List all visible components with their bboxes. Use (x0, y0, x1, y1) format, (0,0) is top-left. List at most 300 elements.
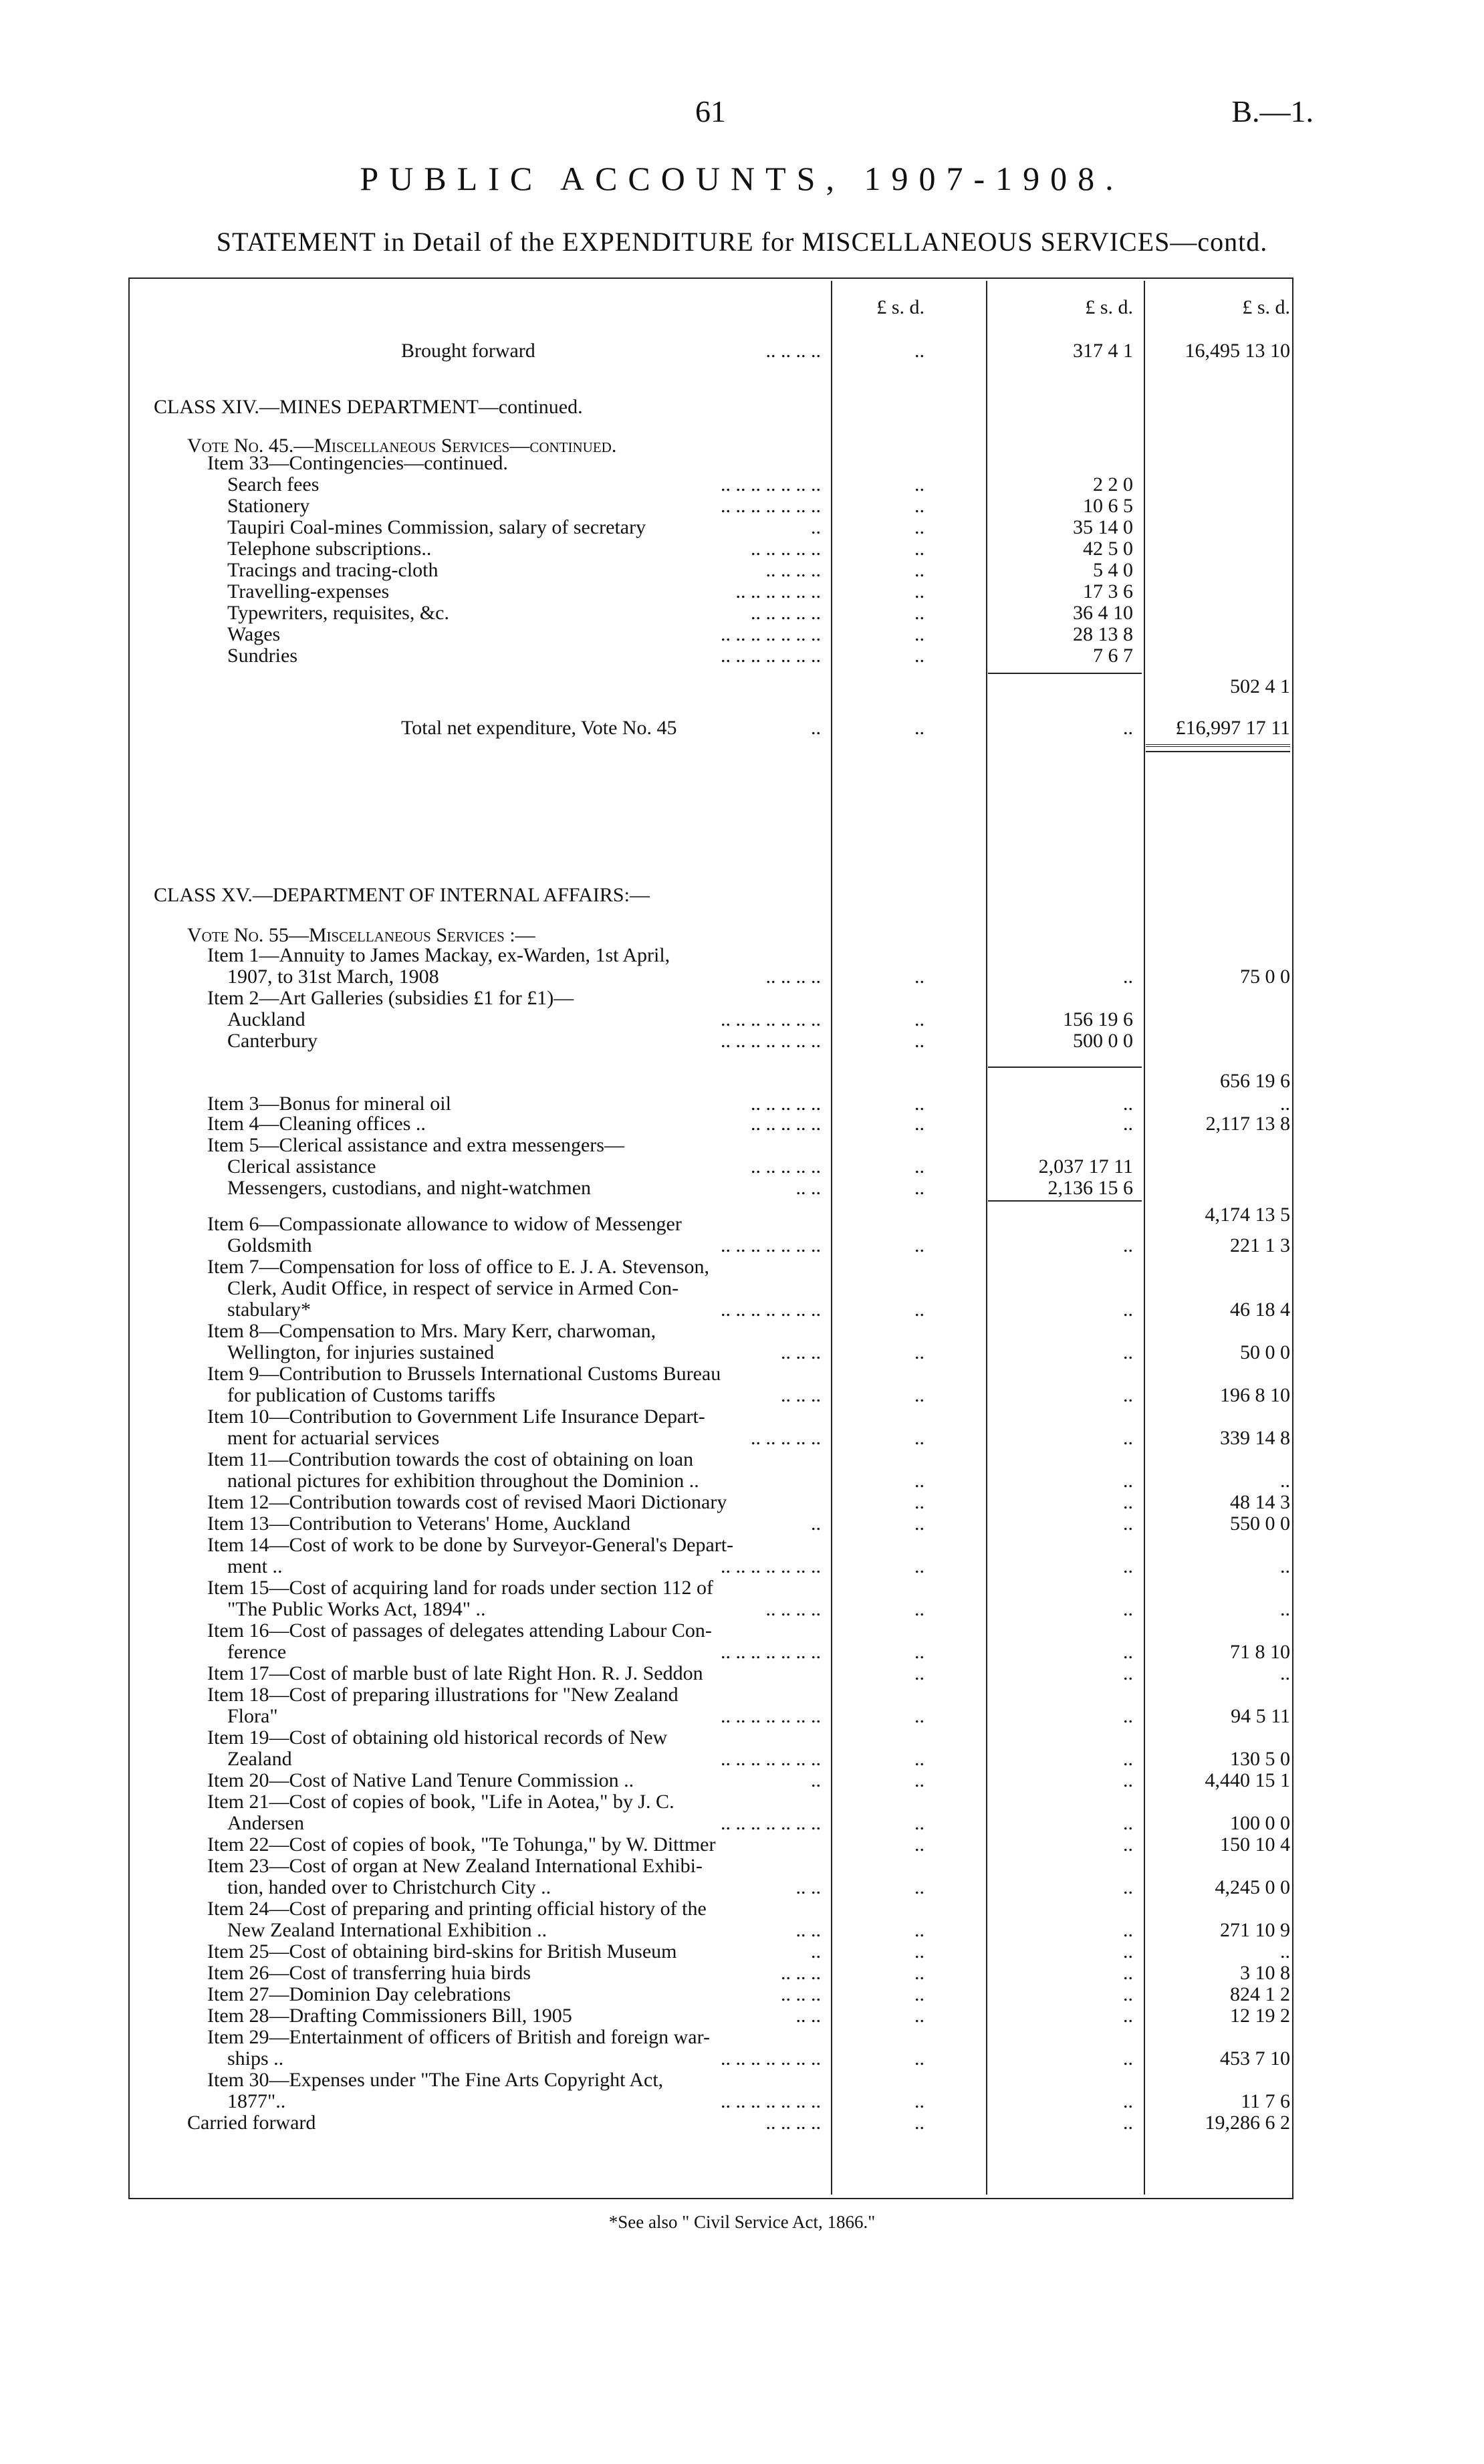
dot-leader: .. .. .. .. .. .. .. (721, 623, 821, 645)
amount-c2: 35 14 0 (1073, 516, 1133, 538)
amount-c3: 221 1 3 (1230, 1234, 1290, 1256)
table-row (0, 645, 1484, 667)
table-row (0, 2069, 1484, 2092)
table-row (0, 1213, 1484, 1236)
amount-c3: 50 0 0 (1240, 1341, 1290, 1363)
row-description: Item 8—Compensation to Mrs. Mary Kerr, charwoman, (207, 1320, 656, 1342)
table-row (0, 717, 1484, 740)
amount-c1: .. (914, 1093, 924, 1115)
row-description: Item 19—Cost of obtaining old historical records of New (207, 1726, 668, 1749)
row-description: tion, handed over to Christchurch City .. (227, 1876, 551, 1898)
amount-c3: 502 4 1 (1230, 675, 1290, 697)
amount-c2: .. (1123, 1513, 1133, 1535)
amount-c2: .. (1123, 1812, 1133, 1834)
amount-c3: 100 0 0 (1230, 1812, 1290, 1834)
dot-leader: .. .. .. .. (765, 2112, 821, 2134)
dot-leader: .. (811, 1940, 821, 1963)
currency-header: £ s. d. (876, 296, 924, 318)
amount-c2: .. (1123, 1641, 1133, 1663)
table-row (0, 1320, 1484, 1343)
table-row (0, 1726, 1484, 1749)
row-description: Item 7—Compensation for loss of office to E. J. A. Stevenson, (207, 1256, 710, 1278)
table-row (0, 1598, 1484, 1621)
amount-c1: .. (914, 1008, 924, 1030)
table-row (0, 1812, 1484, 1835)
dot-leader: .. .. .. .. .. .. .. (721, 1812, 821, 1834)
dot-leader: .. (811, 717, 821, 739)
table-row (0, 924, 1484, 947)
table-row (0, 987, 1484, 1010)
table-row (0, 1448, 1484, 1471)
amount-c1: .. (914, 1705, 924, 1727)
row-description: Item 9—Contribution to Brussels International Customs Bureau (207, 1363, 721, 1385)
table-row (0, 1177, 1484, 1200)
amount-c1: .. (914, 495, 924, 517)
table-row (0, 340, 1484, 362)
row-description: Item 1—Annuity to James Mackay, ex-Warden, 1st April, (207, 944, 670, 966)
amount-c1: .. (914, 1177, 924, 1199)
amount-c1: .. (914, 1113, 924, 1135)
row-description: ference (227, 1641, 287, 1663)
amount-c2: .. (1123, 2090, 1133, 2112)
dot-leader: .. .. .. .. .. (751, 1155, 821, 1178)
amount-c2: 156 19 6 (1063, 1008, 1133, 1030)
table-row (0, 1534, 1484, 1557)
amount-c1: .. (914, 1662, 924, 1684)
amount-c2: .. (1123, 1341, 1133, 1363)
page-number: 61 (695, 94, 726, 128)
amount-c1: .. (914, 1341, 924, 1363)
amount-c1: .. (914, 1427, 924, 1449)
table-row (0, 580, 1484, 603)
amount-c1: .. (914, 1983, 924, 2005)
dot-leader: .. .. .. (781, 1384, 821, 1406)
dot-leader: .. .. .. .. .. .. .. (721, 1641, 821, 1663)
dot-leader: .. .. .. (781, 1962, 821, 1984)
subtotal-rule (988, 1067, 1142, 1068)
amount-c2: .. (1123, 1983, 1133, 2005)
amount-c2: .. (1123, 1748, 1133, 1770)
row-description: Item 25—Cost of obtaining bird-skins for British Museum (207, 1940, 677, 1963)
row-description: Item 6—Compassionate allowance to widow of Messenger (207, 1213, 682, 1235)
table-row (0, 1833, 1484, 1856)
amount-c2: .. (1123, 1598, 1133, 1620)
row-description: Item 4—Cleaning offices .. (207, 1113, 426, 1135)
table-row (0, 1748, 1484, 1771)
amount-c3: 196 8 10 (1220, 1384, 1290, 1406)
table-row (0, 2090, 1484, 2113)
subtotal-rule (988, 673, 1142, 674)
amount-c2: .. (1123, 717, 1133, 739)
dot-leader: .. .. .. .. .. (751, 602, 821, 624)
row-description: Item 26—Cost of transferring huia birds (207, 1962, 531, 1984)
table-row (0, 1093, 1484, 1115)
row-description: Zealand (227, 1748, 292, 1770)
amount-c1: .. (914, 1299, 924, 1321)
amount-c3: .. (1280, 1093, 1290, 1115)
amount-c1: .. (914, 340, 924, 362)
dot-leader: .. .. .. .. .. .. .. (721, 1555, 821, 1577)
row-description: CLASS XV.—DEPARTMENT OF INTERNAL AFFAIRS:— (154, 884, 650, 906)
row-description: Messengers, custodians, and night-watchmen (227, 1177, 592, 1199)
dot-leader: .. (811, 1769, 821, 1791)
row-description: Clerical assistance (227, 1155, 376, 1178)
amount-c2: 317 4 1 (1073, 340, 1133, 362)
dot-leader: .. .. .. .. (765, 966, 821, 988)
amount-c3: 94 5 11 (1231, 1705, 1290, 1727)
row-description: Travelling-expenses (227, 580, 390, 602)
amount-c1: .. (914, 1812, 924, 1834)
row-description: Canterbury (227, 1030, 318, 1052)
row-description: Item 2—Art Galleries (subsidies £1 for £1)— (207, 987, 574, 1009)
amount-c1: .. (914, 1470, 924, 1492)
row-description: Item 20—Cost of Native Land Tenure Commission .. (207, 1769, 634, 1791)
table-row (0, 1470, 1484, 1492)
amount-c1: .. (914, 1769, 924, 1791)
amount-c1: .. (914, 2005, 924, 2027)
table-row (0, 1513, 1484, 1535)
amount-c2: .. (1123, 1491, 1133, 1513)
amount-c1: .. (914, 1833, 924, 1856)
row-description: Item 30—Expenses under "The Fine Arts Copyright Act, (207, 2069, 664, 2091)
table-row (0, 1962, 1484, 1985)
row-description: Item 33—Contingencies—continued. (207, 452, 508, 474)
row-description: ment for actuarial services (227, 1427, 440, 1449)
amount-c1: .. (914, 559, 924, 581)
row-description: Tracings and tracing-cloth (227, 559, 439, 581)
dot-leader: .. (811, 516, 821, 538)
row-description: CLASS XIV.—MINES DEPARTMENT—continued. (154, 396, 583, 418)
amount-c3: 11 7 6 (1241, 2090, 1290, 2112)
row-description: Brought forward (401, 340, 535, 362)
table-row (0, 944, 1484, 967)
dot-leader: .. .. .. (781, 1983, 821, 2005)
dot-leader: .. .. .. .. .. (751, 1093, 821, 1115)
amount-c1: .. (914, 538, 924, 560)
amount-c2: .. (1123, 1769, 1133, 1791)
dot-leader: .. .. (795, 1919, 821, 1941)
table-row (0, 473, 1484, 496)
dot-leader: .. .. .. .. .. .. .. (721, 2090, 821, 2112)
table-row (0, 538, 1484, 560)
table-row (0, 1427, 1484, 1450)
table-row (0, 2026, 1484, 2049)
row-description: Typewriters, requisites, &c. (227, 602, 449, 624)
amount-c1: .. (914, 1384, 924, 1406)
dot-leader: .. .. (795, 2005, 821, 2027)
currency-header-row (0, 296, 1484, 319)
amount-c3: 150 10 4 (1220, 1833, 1290, 1856)
table-row (0, 1577, 1484, 1599)
amount-c2: .. (1123, 2112, 1133, 2134)
row-description: Item 11—Contribution towards the cost of obtaining on loan (207, 1448, 694, 1470)
row-description: Item 14—Cost of work to be done by Surveyor-General's Depart- (207, 1534, 734, 1556)
table-row (0, 1705, 1484, 1728)
amount-c2: 500 0 0 (1073, 1030, 1133, 1052)
row-description: New Zealand International Exhibition .. (227, 1919, 547, 1941)
row-description: ment .. (227, 1555, 283, 1577)
amount-c3: 656 19 6 (1220, 1070, 1290, 1092)
amount-c2: .. (1123, 1384, 1133, 1406)
dot-leader: .. .. .. .. .. .. .. (721, 1030, 821, 1052)
table-row (0, 623, 1484, 646)
double-rule (1146, 751, 1290, 752)
table-row (0, 1791, 1484, 1813)
table-row (0, 1684, 1484, 1706)
row-description: Item 22—Cost of copies of book, "Te Tohunga," by W. Dittmer (207, 1833, 716, 1856)
table-row (0, 1662, 1484, 1685)
row-description: Item 17—Cost of marble bust of late Right Hon. R. J. Seddon (207, 1662, 703, 1684)
amount-c3: 453 7 10 (1220, 2047, 1290, 2069)
table-row (0, 1641, 1484, 1664)
row-description: Sundries (227, 645, 297, 667)
row-description: stabulary* (227, 1299, 311, 1321)
amount-c3: 4,440 15 1 (1205, 1769, 1290, 1791)
dot-leader: .. .. .. .. .. .. .. (721, 2047, 821, 2069)
amount-c2: 28 13 8 (1073, 623, 1133, 645)
row-description: Item 12—Contribution towards cost of revised Maori Dictionary (207, 1491, 727, 1513)
amount-c2: 5 4 0 (1093, 559, 1133, 581)
amount-c3: .. (1280, 1598, 1290, 1620)
table-row (0, 1619, 1484, 1642)
amount-c1: .. (914, 1919, 924, 1941)
amount-c3: 75 0 0 (1240, 966, 1290, 988)
amount-c3: 19,286 6 2 (1205, 2112, 1290, 2134)
row-description: Item 18—Cost of preparing illustrations for "New Zealand (207, 1684, 678, 1706)
table-row (0, 1384, 1484, 1407)
dot-leader: .. .. (795, 1177, 821, 1199)
dot-leader: .. .. .. .. .. .. .. (721, 1299, 821, 1321)
amount-c1: .. (914, 1555, 924, 1577)
dot-leader: .. .. .. .. .. .. .. (721, 1748, 821, 1770)
amount-c3: 271 10 9 (1220, 1919, 1290, 1941)
amount-c1: .. (914, 516, 924, 538)
row-description: Item 29—Entertainment of officers of British and foreign war- (207, 2026, 710, 2048)
dot-leader: .. .. .. .. .. .. .. (721, 645, 821, 667)
dot-leader: .. .. (795, 1876, 821, 1898)
amount-c2: .. (1123, 1299, 1133, 1321)
amount-c1: .. (914, 645, 924, 667)
amount-c3: 16,495 13 10 (1185, 340, 1290, 362)
amount-c1: .. (914, 717, 924, 739)
table-row (0, 1030, 1484, 1052)
currency-header: £ s. d. (1085, 296, 1133, 318)
table-row (0, 2005, 1484, 2027)
amount-c2: .. (1123, 1940, 1133, 1963)
row-description: Stationery (227, 495, 310, 517)
amount-c3: 48 14 3 (1230, 1491, 1290, 1513)
amount-c3: .. (1280, 1662, 1290, 1684)
row-description: Item 3—Bonus for mineral oil (207, 1093, 451, 1115)
amount-c1: .. (914, 623, 924, 645)
amount-c3: 2,117 13 8 (1205, 1113, 1290, 1135)
row-description: Item 16—Cost of passages of delegates attending Labour Con- (207, 1619, 712, 1642)
amount-c3: 339 14 8 (1220, 1427, 1290, 1449)
amount-c1: .. (914, 1234, 924, 1256)
amount-c2: .. (1123, 1113, 1133, 1135)
amount-c2: 7 6 7 (1093, 645, 1133, 667)
row-description: Search fees (227, 473, 320, 495)
amount-c3: 71 8 10 (1230, 1641, 1290, 1663)
amount-c3: .. (1280, 1940, 1290, 1963)
amount-c1: .. (914, 1876, 924, 1898)
dot-leader: .. (811, 1513, 821, 1535)
dot-leader: .. .. .. .. .. .. .. (721, 1705, 821, 1727)
amount-c3: 130 5 0 (1230, 1748, 1290, 1770)
row-description: Telephone subscriptions.. (227, 538, 432, 560)
table-row (0, 602, 1484, 625)
row-description: Item 5—Clerical assistance and extra messengers— (207, 1134, 624, 1156)
amount-c1: .. (914, 1513, 924, 1535)
amount-c1: .. (914, 1491, 924, 1513)
row-description: Item 23—Cost of organ at New Zealand International Exhibi- (207, 1855, 703, 1877)
amount-c2: 2,037 17 11 (1038, 1155, 1133, 1178)
row-description: Vote No. 55—Miscellaneous Services :— (187, 924, 535, 946)
amount-c1: .. (914, 2090, 924, 2112)
dot-leader: .. .. .. .. .. .. .. (721, 1008, 821, 1030)
amount-c2: .. (1123, 1705, 1133, 1727)
amount-c1: .. (914, 1748, 924, 1770)
amount-c2: .. (1123, 966, 1133, 988)
amount-c1: .. (914, 1030, 924, 1052)
row-description: Auckland (227, 1008, 305, 1030)
dot-leader: .. .. .. (781, 1341, 821, 1363)
table-row (0, 966, 1484, 988)
amount-c2: .. (1123, 1662, 1133, 1684)
table-row (0, 1876, 1484, 1899)
table-row (0, 1134, 1484, 1157)
amount-c1: .. (914, 1641, 924, 1663)
dot-leader: .. .. .. .. (765, 1598, 821, 1620)
table-row (0, 516, 1484, 539)
table-row (0, 1363, 1484, 1385)
row-description: Andersen (227, 1812, 304, 1834)
row-description: Vote No. 45.—Miscellaneous Services—continued. (187, 435, 617, 457)
dot-leader: .. .. .. .. .. (751, 1113, 821, 1135)
currency-header: £ s. d. (1242, 296, 1290, 318)
amount-c2: .. (1123, 1876, 1133, 1898)
amount-c3: 824 1 2 (1230, 1983, 1290, 2005)
row-description: Item 21—Cost of copies of book, "Life in Aotea," by J. C. (207, 1791, 674, 1813)
dot-leader: .. .. .. .. .. .. .. (721, 495, 821, 517)
amount-c2: .. (1123, 1470, 1133, 1492)
table-row (0, 1277, 1484, 1300)
row-description: Item 24—Cost of preparing and printing official history of the (207, 1898, 707, 1920)
row-description: Wages (227, 623, 281, 645)
table-row (0, 1491, 1484, 1514)
amount-c1: .. (914, 602, 924, 624)
amount-c3: £16,997 17 11 (1175, 717, 1290, 739)
amount-c1: .. (914, 580, 924, 602)
table-row (0, 559, 1484, 582)
row-description: Item 10—Contribution to Government Life Insurance Depart- (207, 1406, 705, 1428)
table-row (0, 2112, 1484, 2134)
table-row (0, 1299, 1484, 1321)
amount-c3: 550 0 0 (1230, 1513, 1290, 1535)
amount-c2: .. (1123, 1427, 1133, 1449)
row-description: Item 13—Contribution to Veterans' Home, Auckland (207, 1513, 631, 1535)
amount-c3: 4,174 13 5 (1205, 1204, 1290, 1226)
amount-c2: .. (1123, 2005, 1133, 2027)
amount-c1: .. (914, 2047, 924, 2069)
amount-c2: .. (1123, 2047, 1133, 2069)
amount-c2: 36 4 10 (1073, 602, 1133, 624)
amount-c3: .. (1280, 1555, 1290, 1577)
amount-c1: .. (914, 473, 924, 495)
table-row (0, 1406, 1484, 1428)
row-description: 1907, to 31st March, 1908 (227, 966, 439, 988)
row-description: Item 27—Dominion Day celebrations (207, 1983, 511, 2005)
table-row (0, 396, 1484, 419)
amount-c1: .. (914, 2112, 924, 2134)
row-description: Taupiri Coal-mines Commission, salary of secretary (227, 516, 646, 538)
amount-c3: 4,245 0 0 (1215, 1876, 1290, 1898)
row-description: 1877".. (227, 2090, 286, 2112)
table-row (0, 452, 1484, 475)
amount-c1: .. (914, 1598, 924, 1620)
amount-c3: 12 19 2 (1230, 2005, 1290, 2027)
amount-c2: 2 2 0 (1093, 473, 1133, 495)
row-description: Clerk, Audit Office, in respect of service in Armed Con- (227, 1277, 679, 1299)
table-row (0, 1769, 1484, 1792)
amount-c2: 17 3 6 (1083, 580, 1133, 602)
document-reference: B.—1. (1231, 94, 1314, 128)
double-rule (1146, 744, 1290, 750)
amount-c2: .. (1123, 1833, 1133, 1856)
table-row (0, 1113, 1484, 1135)
amount-c3: 3 10 8 (1240, 1962, 1290, 1984)
statement-subtitle: STATEMENT in Detail of the EXPENDITURE for MISCELLANEOUS SERVICES—contd. (216, 227, 1268, 257)
amount-c2: 42 5 0 (1083, 538, 1133, 560)
table-row (0, 1070, 1484, 1093)
row-description: for publication of Customs tariffs (227, 1384, 496, 1406)
table-row (0, 884, 1484, 907)
row-description: Item 28—Drafting Commissioners Bill, 1905 (207, 2005, 572, 2027)
table-row (0, 1256, 1484, 1278)
amount-c2: .. (1123, 1919, 1133, 1941)
table-row (0, 1341, 1484, 1364)
dot-leader: .. .. .. .. .. .. (735, 580, 821, 602)
table-row (0, 1155, 1484, 1178)
row-description: "The Public Works Act, 1894" .. (227, 1598, 486, 1620)
row-description: ships .. (227, 2047, 284, 2069)
amount-c2: .. (1123, 1093, 1133, 1115)
footnote: *See also " Civil Service Act, 1866." (608, 2212, 876, 2232)
table-row (0, 1555, 1484, 1578)
amount-c2: .. (1123, 1555, 1133, 1577)
table-row (0, 1234, 1484, 1257)
row-description: Item 15—Cost of acquiring land for roads under section 112 of (207, 1577, 714, 1599)
dot-leader: .. .. .. .. (765, 559, 821, 581)
table-row (0, 1919, 1484, 1942)
table-row (0, 675, 1484, 698)
table-row (0, 1983, 1484, 2006)
table-row (0, 495, 1484, 518)
dot-leader: .. .. .. .. .. (751, 538, 821, 560)
dot-leader: .. .. .. .. .. (751, 1427, 821, 1449)
amount-c2: .. (1123, 1234, 1133, 1256)
row-description: Total net expenditure, Vote No. 45 (401, 717, 677, 739)
table-row (0, 1008, 1484, 1031)
row-description: Wellington, for injuries sustained (227, 1341, 495, 1363)
subtotal-rule (988, 1200, 1142, 1202)
amount-c1: .. (914, 1155, 924, 1178)
amount-c1: .. (914, 1940, 924, 1963)
dot-leader: .. .. .. .. .. .. .. (721, 473, 821, 495)
dot-leader: .. .. .. .. (765, 340, 821, 362)
amount-c3: .. (1280, 1470, 1290, 1492)
amount-c3: 46 18 4 (1230, 1299, 1290, 1321)
